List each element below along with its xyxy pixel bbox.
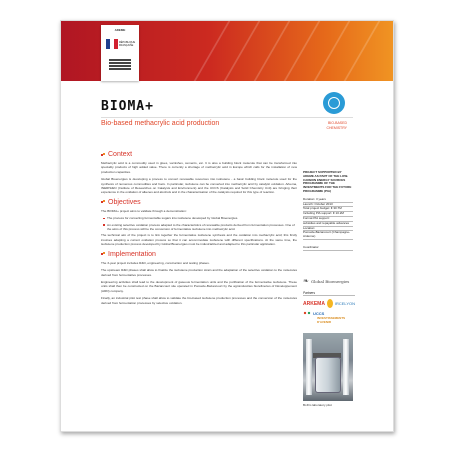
ademe-logo [101,25,139,81]
objectives-paragraph: The technical aim of the project is to link together the fermentative isobutene synthesis and the oxidation into methacrylic acid; this firstly involves adapting a current oxidation process so that it can accommodate isobutene with different specifications. At the same time, the isobutene production process developed by Global Bioenergies must be industrialized and adapted to this particular application. [101,233,297,247]
section-title: Implementation [108,250,156,258]
investissements-label: INVESTISSEMENTS D'AVENIR [317,316,346,324]
info-row: Duration: 3 years [303,198,353,203]
main-column [101,147,297,308]
uccs-logo-icon [303,310,311,316]
info-row: subsidies and repayable advances [303,222,353,227]
french-flag-icon [106,39,118,49]
lab-pilot-photo [303,333,353,401]
partners-label: Partners [303,291,355,296]
photo-caption: Bi-film laboratory pilot [303,403,332,407]
info-sidebar [303,171,353,251]
bullet-icon [101,200,105,204]
context-paragraph: Global Bioenergies is developing a process to convert renewable resources into isobutene - a basic building block molecule used for the synthesis of numerous commodities and fuels. In particular, isobutene can be converted into methacrylic acid by catalytic oxidation. Arkema, INERIS/EN (Institute of Researches on Catalysis and Environment) and the UCCS (Catalysis and Solid Chemistry Unit) are bringing their experience in the oxidation of alkenes and alcohols and in the characterisation of the catalysts required for this type of reaction. [101,177,297,195]
theme-tags [326,121,347,131]
ircelyon-logo-icon [327,299,333,308]
section-title: Context [108,151,133,158]
partner-logos [303,299,355,308]
section-heading-implementation [101,251,297,258]
project-title: BIOMA+ [101,99,154,114]
implementation-paragraph: Engineering activities shall lead to the development of gaseous fermentation units and the purification of the fermentative isobutene. These units shall then be constructed on the Bazancourt site operated in Pomacle-Bazancourt by the agroindustries biorefineries of Développement (ARD) company. [101,279,297,293]
tag: BIO-BASED [327,121,347,125]
info-row: Location: [303,227,353,232]
coordinator-logo [303,277,355,285]
section-heading-context [101,151,297,158]
project-subtitle: Bio-based methacrylic acid production [101,120,220,127]
factsheet-page [60,20,394,432]
section-heading-objectives [101,199,297,206]
arkema-logo: ARKEMA [303,300,325,307]
implementation-paragraph: The 3-year project includes R&D, engineering, construction and testing phases. [101,260,210,265]
list-item: The process for converting fermentable sugars into isobutene developed by Global Bioenergies. [107,216,297,220]
info-row: Total project budget: € 30.7M [303,207,353,212]
support-statement: PROJECT SUPPORTED BY ADEME AS PART OF THE LOW-CARBON ENERGY SOURCES PROGRAMME OF THE INVESTMENTS FOR THE FUTURE PROGRAMME (PIA) [303,170,352,193]
objectives-intro: The BIOMA+ project aims to validate through a demonstration: [101,208,187,213]
bullet-icon [101,153,105,157]
photo-vessel [315,357,341,393]
info-row: Launch: October 2013 [303,203,353,208]
context-paragraph: Methacrylic acid is a commodity used in glues, varnishes, cements, etc. It is also a building block molecule that can be transformed into speciality products of high added value. There is currently a shortage of methacrylic acid in Europe which calls for the installation of new production capacities. [101,161,297,174]
coordinator-name: Global Bioenergies [310,278,350,284]
coordinator-label: Coordinator [303,246,353,251]
ademe-label: ADEME [114,28,126,32]
globe-icon [323,92,345,114]
info-row: Format PIA support: [303,217,353,222]
photo-tube [306,339,312,395]
bullet-icon [101,252,105,256]
section-title: Objectives [108,198,141,206]
ircelyon-logo: IRCELYON [334,301,355,306]
logo-bars [109,59,131,71]
info-row: Including PIA support: € 10.2M [303,212,353,217]
list-item: An existing selective oxidation process adapted to the characteristics of renewable products derived from fermentation processes. One of the aims of this process will be the conversion of fermentative isobutene into methacrylic acid. [107,223,297,232]
uccs-label: UCCS [313,310,325,316]
tag: CHEMISTRY [326,126,347,130]
republic-label: RÉPUBLIQUE FRANÇAISE [119,41,136,47]
coordinator-logo-icon: ❧ [303,277,309,285]
info-row: Pomacle-Bazancourt (Champagne-Ardenne) [303,231,353,240]
title-rule [101,117,353,118]
implementation-paragraph: Finally, an industrial pilot test phase shall allow to validate the bio-based isobutene production processes and the conversion of the molecules derived from fermentation processes by selective oxidation. [101,296,297,305]
partners-block [303,277,355,324]
implementation-paragraph: The upstream R&D phases shall allow to finalize the isobutene production strain and the adaptation of the selective oxidation to the molecules derived from fermentative processes. [101,268,297,277]
photo-tube [343,339,349,395]
